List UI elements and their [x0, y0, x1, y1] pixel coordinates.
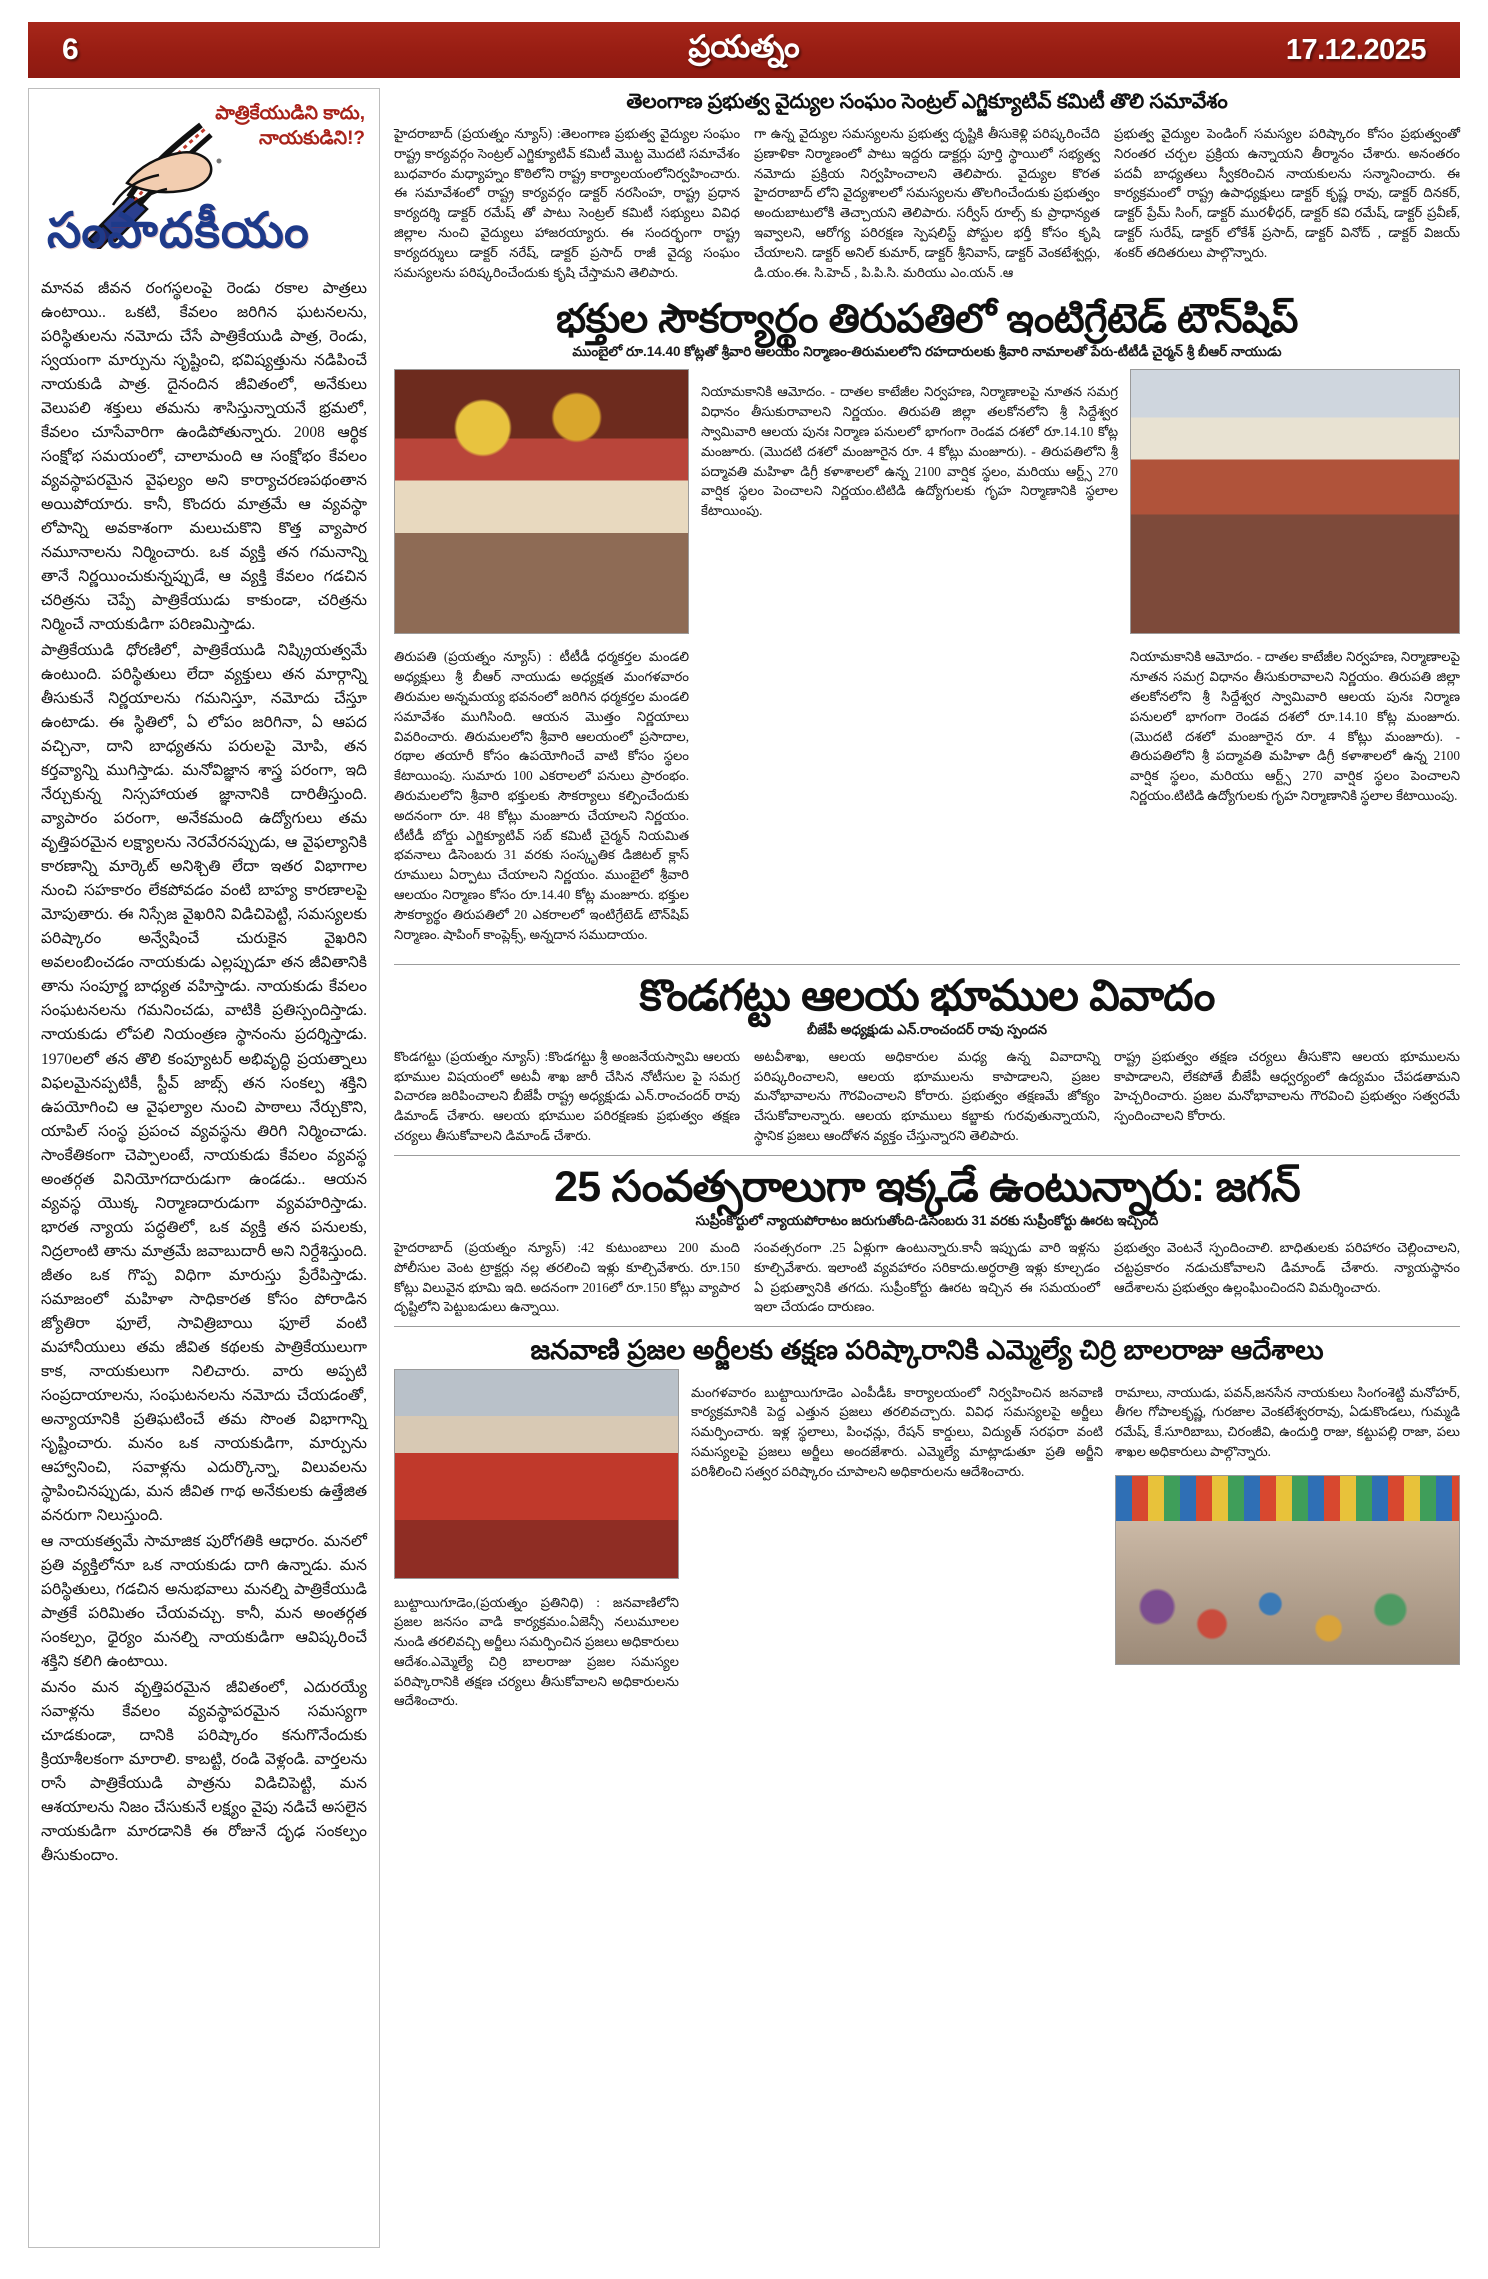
article-text: గా ఉన్న వైద్యుల సమస్యలను ప్రభుత్వ దృష్టికి తీసుకెళ్లి పరిష్కరించేది ప్రణాళికా నిర్మాణంలో పాటు ఇద్దరు డాక్టర్లు పూర్తి స్థాయిలో సభ్యత్వ నమోదు ప్రక్రియ నిర్వహించాలని తెలిపారు. వైద్యుల కొరత హైదరాబాద్ లోని వైద్యశాలలో సమస్యలను తొలగించేందుకు ప్రభుత్వం అందుబాటులోకి తెచ్చాయని తెలిపారు. సర్వీస్ రూల్స్ కు ప్రాధాన్యత ఇవ్వాలని, ఆరోగ్య పరిరక్షణ స్పెషలిస్ట్ పోస్టుల భర్తీ కోసం కృషి చేయాలని. డాక్టర్ అనిల్ కుమార్, డాక్టర్ శ్రీనివాస్, డాక్టర్ వెంకటేశ్వర్లు, డి.యం.ఈ. సి.హెచ్ , పి.పి.సి. మరియు ఎం.యన్ .ఆ	[754, 126, 1100, 280]
article-subheadline: ముంబైలో రూ.14.40 కోట్లతో శ్రీవారి ఆలయం నిర్మాణం-తిరుమలలోని రహదారులకు శ్రీవారి నామాలతో పేరు-టీటీడీ చైర్మన్ శ్రీ బీఆర్ నాయుడు	[572, 344, 1282, 360]
janavani-reception-desk-photo	[394, 1369, 679, 1579]
article-photo-text-row	[394, 1369, 1460, 1724]
article-headline: 25 సంవత్సరాలుగా ఇక్కడే ఉంటున్నారు: జగన్	[554, 1162, 1300, 1211]
paper-title: ప్రయత్నం	[688, 28, 800, 64]
article-text: ప్రభుత్వం వెంటనే స్పందించాలి. బాధితులకు పరిహారం చెల్లించాలని, చట్టప్రకారం నడుచుకోవాలని డిమాండ్ చేశారు. న్యాయస్థానం ఆదేశాలను ప్రభుత్వం ఉల్లంఘించిందని విమర్శించారు.	[1114, 1240, 1460, 1295]
article-column	[1114, 124, 1460, 285]
article-headline: భక్తుల సౌకర్యార్థం తిరుపతిలో ఇంటిగ్రేటెడ్ టౌన్‌షిప్	[556, 297, 1298, 342]
temple-priests-photo	[394, 369, 689, 634]
article-columns	[394, 1047, 1460, 1149]
article-columns	[394, 124, 1460, 285]
article-column	[1114, 1238, 1460, 1320]
page-header-banner	[28, 22, 1460, 78]
article-doctors-meeting	[394, 88, 1460, 285]
news-column	[380, 88, 1460, 2248]
article-text: రాష్ట్ర ప్రభుత్వం తక్షణ చర్యలు తీసుకొని ఆలయ భూములను కాపాడాలని, లేకపోతే బీజేపీ ఆధ్వర్యంలో ఉద్యమం చేపడతామని హెచ్చరించారు. ప్రజల మనోభావాలను గౌరవించి ప్రభుత్వం సత్వరమే స్పందించాలని కోరారు.	[1114, 1048, 1460, 1124]
editorial-tagline	[215, 101, 365, 151]
article-text: నియామకానికి ఆమోదం. - దాతల కాటేజీల నిర్వహణ, నిర్మాణాలపై నూతన సమగ్ర విధానం తీసుకురావాలని నిర్ణయం. తిరుపతి జిల్లా తలకోనలోని శ్రీ సిద్దేశ్వర స్వామివారి ఆలయ పునః నిర్మాణ పనులలో భాగంగా రెండవ దశలో రూ.14.10 కోట్ల మంజూరు. (మొదటి దశలో మంజూరైన రూ. 4 కోట్లు మంజూరు). - తిరుపతిలోని శ్రీ పద్మావతి మహిళా డిగ్రీ కళాశాలలో ఉన్న 2100 వార్షిక స్థలం, మరియు ఆర్ట్స్ 270 వార్షిక స్థలం పెంచాలని నిర్ణయం.టిటిడి ఉద్యోగులకు గృహ నిర్మాణానికి స్థలాల కేటాయింపు.	[1130, 649, 1460, 803]
editorial-tagline-line1: పాత్రికేయుడిని కాదు,	[215, 103, 365, 124]
editorial-paragraph: మనం మన వృత్తిపరమైన జీవితంలో, ఎదురయ్యే సవాళ్లను కేవలం వ్యవస్థాపరమైన సమస్యగా చూడకుండా, దానికి పరిష్కారం కనుగొనేందుకు క్రియాశీలకంగా మారాలి. కాబట్టి, రండి వెళ్లండి. వార్తలను రాసే పాత్రికేయుడి పాత్రను విడిచిపెట్టి, మన ఆశయాలను నిజం చేసుకునే లక్ష్యం వైపు నడిచే అసలైన నాయకుడిగా మారడానికి ఈ రోజునే దృఢ సంకల్పం తీసుకుందాం.	[41, 1678, 367, 1865]
article-column	[754, 1047, 1100, 1149]
section-divider	[394, 964, 1460, 965]
article-text: బుట్టాయిగూడెం,(ప్రయత్నం ప్రతినిధి) : జనవాణిలోని ప్రజల జనసం వాడి కార్యక్రమం.ఏజెన్సీ నలుమూలల నుండి తరలివచ్చి అర్జీలు సమర్పించిన ప్రజలు అధికారులు ఆదేశం.ఎమ్మెల్యే చిర్రి బాలరాజు ప్రజల సమస్యల పరిష్కారానికి తక్షణ చర్యలు తీసుకోవాలని అధికారులను ఆదేశించారు.	[394, 1594, 679, 1709]
editorial-paragraph: పాత్రికేయుడి ధోరణిలో, పాత్రికేయుడి నిష్క్రియత్వమే ఉంటుంది. పరిస్థితులు లేదా వ్యక్తులు తన మార్గాన్ని తీసుకునే నిర్ణయాలను గమనిస్తూ, నమోదు చేస్తూ ఉంటాడు. ఈ స్థితిలో, ఏ లోపం జరిగినా, ఏ ఆపద వచ్చినా, దాని బాధ్యతను పరులపై మోపి, తన కర్తవ్యాన్ని ముగిస్తాడు. మనోవిజ్ఞాన శాస్త్ర పరంగా, ఇది నేర్చుకున్న నిస్సహాయత జ్ఞానానికి దారితీస్తుంది. వ్యాపారం పరంగా, అనేకమంది ఉద్యోగులు తమ వృత్తిపరమైన లక్ష్యాలను నెరవేరనప్పుడు, ఆ వైఫల్యానికి కారణాన్ని మార్కెట్ అనిశ్చితి లేదా ఇతర విభాగాల నుంచి సహకారం లేకపోవడం వంటి బాహ్య కారణాలపై మోపుతారు. ఈ నిస్సేజ వైఖరిని విడిచిపెట్టి, సమస్యలకు పరిష్కారం అన్వేషించే చురుకైన వైఖరిని అవలంబించడం నాయకుడు ఎల్లప్పుడూ తన జీవితానికి తాను సంపూర్ణ బాధ్యత వహిస్తాడు. నాయకుడు కేవలం సంఘటనలను గమనించడు, వాటికి ప్రతిస్పందిస్తాడు. నాయకుడు లోపలి నియంత్రణ స్థానంను ప్రదర్శిస్తాడు. 1970లలో తన తొలి కంప్యూటర్ అభివృద్ధి ప్రయత్నాలు విఫలమైనప్పటికీ, స్టీవ్ జాబ్స్ తన సంకల్ప శక్తిని ఉపయోగించి ఆ వైఫల్యాల నుంచి పాఠాలు నేర్చుకొని, యాపిల్ సంస్థ ప్రపంచ వ్యవస్థను తిరిగి నిర్మించాడు. సాంకేతికంగా చెప్పాలంటే, నాయకుడు కేవలం వ్యవస్థ అంతర్గత వినియోగదారుడుగా ఉండడు.. ఆయన వ్యవస్థ యొక్క నిర్మాణదారుడుగా వ్యవహరిస్తాడు. భారత న్యాయ పద్ధతిలో, ఒక వ్యక్తి తన పనులకు, నిద్రలాంటి తాను మాత్రమే జవాబుదారీ అని నిర్దేశిస్తుంది. జీతం ఒక గొప్ప విధిగా మారుస్తు ప్రేరేపిస్తాడు. సమాజంలో మహిళా సాధికారత కోసం పోరాడిన జ్యోతిరా ఫూలే, సావిత్రిబాయి ఫూలే వంటి మహానీయులు తమ జీవిత కథలకు పాత్రికేయులుగా కాక, నాయకులుగా నిలిచారు. వారు అప్పటి సంప్రదాయాలను, సంఘటనలను నమోదు చేయడంతో, అన్యాయానికి ప్రతిఘటించే తమ సొంత విభాగాన్ని సృష్టించారు. మనం ఒక నాయకుడిగా, మార్పును ఆహ్వానించి, సవాళ్లను ఎదుర్కొన్నా, విలువలను స్థాపించినప్పుడు, మన జీవిత గాథ అనేకులకు ఉత్తేజిత వనరుగా నిలుస్తుంది.	[41, 642, 367, 1524]
issue-date: 17.12.2025	[1285, 33, 1426, 66]
editorial-tagline-line2: నాయకుడిని!?	[259, 128, 365, 150]
photo-right-wrap	[1115, 1369, 1460, 1724]
article-text: హైదరాబాద్ (ప్రయత్నం న్యూస్) :42 కుటుంబాలు 200 మంది పోలీసుల వెంట ట్రాక్టర్లు నల్ల తరలించి ఇళ్లు కూల్చివేశారు. రూ.150 కోట్లు విలువైన భూమి ఇది. అదనంగా 2016లో రూ.150 కోట్లు వ్యాపార దృష్టిలోని పెట్టుబడులు ఉన్నాయి.	[394, 1240, 740, 1315]
article-text: తిరుపతి (ప్రయత్నం న్యూస్) : టీటీడీ ధర్మకర్తల మండలి అధ్యక్షులు శ్రీ బీఆర్ నాయుడు అధ్యక్షత మంగళవారం తిరుమల అన్నమయ్య భవనంలో జరిగిన ధర్మకర్తల మండలి సమావేశం ముగిసింది. ఆయన మొత్తం నిర్ణయాలు వివరించారు. తిరుమలలోని శ్రీవారి ఆలయంలో ప్రసాదాల, రథాల తయారీ కోసం ఉపయోగించే వాటి కోసం స్థలం కేటాయింపు. సుమారు 100 ఎకరాలలో పనులు ప్రారంభం. తిరుమలలోని శ్రీవారి భక్తులకు సౌకర్యాలు కల్పించేందుకు అదనంగా రూ. 48 కోట్లు మంజూరు చేయాలని నిర్ణయం. టీటీడీ బోర్డు ఎగ్జిక్యూటివ్ సబ్ కమిటీ చైర్మన్ నియమిత భవనాలు డిసెంబరు 31 వరకు సంస్కృతిక డిజిటల్ క్లాస్ రూములు ఏర్పాటు చేయాలని నిర్ణయం. ముంబైలో శ్రీవారి ఆలయం నిర్మాణం కోసం రూ.14.40 కోట్ల మంజూరు. భక్తుల సౌకర్యార్థం తిరుపతిలో 20 ఎకరాలలో ఇంటిగ్రేటెడ్ టౌన్‌షిప్ నిర్మాణం. షాపింగ్ కాంప్లెక్స్, అన్నదాన సముదాయం.	[394, 649, 689, 942]
article-text: నియామకానికి ఆమోదం. - దాతల కాటేజీల నిర్వహణ, నిర్మాణాలపై నూతన సమగ్ర విధానం తీసుకురావాలని నిర్ణయం. తిరుపతి జిల్లా తలకోనలోని శ్రీ సిద్దేశ్వర స్వామివారి ఆలయ పునః నిర్మాణ పనులలో భాగంగా రెండవ దశలో రూ.14.10 కోట్ల మంజూరు. (మొదటి దశలో మంజూరైన రూ. 4 కోట్లు మంజూరు). - తిరుపతిలోని శ్రీ పద్మావతి మహిళా డిగ్రీ కళాశాలలో ఉన్న 2100 వార్షిక స్థలం, మరియు ఆర్ట్స్ 270 వార్షిక స్థలం పెంచాలని నిర్ణయం.టిటిడి ఉద్యోగులకు గృహ నిర్మాణానికి స్థలాల కేటాయింపు.	[701, 384, 1118, 519]
page-number: 6	[62, 33, 80, 66]
editorial-masthead	[41, 95, 367, 273]
editorial-paragraph: ఆ నాయకత్వమే సామాజిక పురోగతికి ఆధారం. మనలో ప్రతి వ్యక్తిలోనూ ఒక నాయకుడు దాగి ఉన్నాడు. మన పరిస్థితులు, గడచిన అనుభవాలు మనల్ని పాత్రికేయుడి పాత్రకే పరిమితం చేయవచ్చు. కానీ, మన అంతర్గత సంకల్పం, ధైర్యం మనల్ని నాయకుడిగా ఆవిష్కరించే శక్తిని కలిగి ఉంటాయి.	[41, 1532, 367, 1670]
editorial-body	[41, 273, 367, 1868]
article-column	[754, 124, 1100, 285]
article-column	[394, 1238, 740, 1320]
page-body	[28, 88, 1460, 2248]
article-column	[754, 1238, 1100, 1320]
article-headline: కొండగట్టు ఆలయ భూముల వివాదం	[639, 971, 1215, 1020]
article-subheadline: సుప్రీంకోర్టులో న్యాయపోరాటం జరుగుతోంది-డిసెంబరు 31 వరకు సుప్రీంకోర్టు ఊరట ఇచ్చింది	[695, 1213, 1159, 1229]
photo-left-wrap	[394, 369, 689, 957]
article-jagan-25-years	[394, 1160, 1460, 1320]
article-text: కొండగట్టు (ప్రయత్నం న్యూస్) :కొండగట్టు శ్రీ అంజనేయస్వామి ఆలయ భూముల విషయంలో అటవీ శాఖ జారీ చేసిన నోటీసుల పై సమగ్ర విచారణ జరిపించాలని బీజేపీ రాష్ట్ర అధ్యక్షుడు ఎన్.రాంచందర్ రావు డిమాండ్ చేశారు. ఆలయ భూముల పరిరక్షణకు ప్రభుత్వం తక్షణ చర్యలు తీసుకోవాలని డిమాండ్ చేశారు.	[394, 1048, 740, 1143]
article-text: ప్రభుత్వ వైద్యుల పెండింగ్ సమస్యల పరిష్కారం కోసం ప్రభుత్వంతో నిరంతర చర్చల ప్రక్రియ ఉన్నాయని తీర్మానం చేశారు. అనంతరం పదవీ బాధ్యతలు స్వీకరించిన నాయకులను సన్మానించారు. ఈ కార్యక్రమంలో రాష్ట్ర ఉపాధ్యక్షులు డాక్టర్ కృష్ణ రావు, డాక్టర్ దినకర్, డాక్టర్ ప్రేమ్ సింగ్, డాక్టర్ మురళీధర్, డాక్టర్ కవి రమేష్, డాక్టర్ ప్రవీణ్, డాక్టర్ సురేష్, డాక్టర్ లోకేశ్ ప్రసాద్, డాక్టర్ వినోద్ , డాక్టర్ విజయ్ శంకర్ తదితరులు పాల్గొన్నారు.	[1114, 126, 1460, 260]
article-text: అటవీశాఖ, ఆలయ అధికారుల మధ్య ఉన్న వివాదాన్ని పరిష్కరించాలని, ఆలయ భూములను కాపాడాలని, ప్రజల మనోభావాలను గౌరవించాలని కోరారు. ప్రభుత్వం తక్షణమే జోక్యం చేసుకోవాలన్నారు. ఆలయ భూములు కబ్జాకు గురవుతున్నాయని, స్థానిక ప్రజలు ఆందోళన వ్యక్తం చేస్తున్నారని తెలిపారు.	[754, 1048, 1100, 1143]
article-mid-column	[701, 369, 1118, 957]
article-mid-column	[691, 1369, 1103, 1724]
editorial-paragraph: మానవ జీవన రంగస్థలంపై రెండు రకాల పాత్రలు ఉంటాయి.. ఒకటి, కేవలం జరిగిన ఘటనలను, పరిస్థితులను నమోదు చేసే పాత్రికేయుడి పాత్ర, రెండు, స్వయంగా మార్పును సృష్టించి, భవిష్యత్తును నడిపించే నాయకుడి పాత్ర. దైనందిన జీవితంలో, అనేకులు వెలుపలి శక్తులు తమను శాసిస్తున్నాయనే భ్రమలో, కేవలం చూసేవారిగా ఉండిపోతున్నారు. 2008 ఆర్థిక సంక్షోభ సమయంలో, చాలామంది ఆ సంక్షోభం కేవలం వ్యవస్థాపరమైన వైఫల్యం అని కార్యాచరణపథంతాన అయిపోయారు. కానీ, కొందరు మాత్రమే ఆ వ్యవస్థా లోపాన్ని అవకాశంగా మలుచుకొని కొత్త వ్యాపార నమూనాలను నిర్మించారు. ఒక వ్యక్తి తన గమనాన్ని తానే నిర్ణయించుకున్నప్పుడే, ఆ వ్యక్తి కేవలం గడచిన చరిత్రను చెప్పే పాత్రికేయుడు కాకుండా, చరిత్రను నిర్మించే నాయకుడిగా పరిణమిస్తాడు.	[41, 280, 367, 634]
photo-right-wrap	[1130, 369, 1460, 957]
article-text: మంగళవారం బుట్టాయిగూడెం ఎంపీడీఓ కార్యాలయంలో నిర్వహించిన జనవాణి కార్యక్రమానికి పెద్ద ఎత్తున ప్రజలు తరలివచ్చారు. వివిధ సమస్యలపై అర్జీలు సమర్పించారు. ఇళ్ల స్థలాలు, పింఛన్లు, రేషన్ కార్డులు, విద్యుత్ సరఫరా వంటి సమస్యలపై ప్రజలు అర్జీలు అందజేశారు. ఎమ్మెల్యే మాట్లాడుతూ ప్రతి అర్జీని పరిశీలించి సత్వర పరిష్కారం చూపాలని అధికారులను ఆదేశించారు.	[691, 1384, 1103, 1479]
section-divider	[394, 1155, 1460, 1156]
article-headline: జనవాణి ప్రజల అర్జీలకు తక్షణ పరిష్కారానికి ఎమ్మెల్యే చిర్రి బాలరాజు ఆదేశాలు	[530, 1335, 1324, 1366]
article-columns	[394, 1238, 1460, 1320]
janavani-public-gathering-photo	[1115, 1475, 1460, 1665]
article-headline: తెలంగాణ ప్రభుత్వ వైద్యుల సంఘం సెంట్రల్ ఎగ్జిక్యూటివ్ కమిటీ తొలి సమావేశం	[626, 90, 1228, 113]
article-subheadline: బీజేపీ అధ్యక్షుడు ఎన్.రాంచందర్ రావు స్పందన	[806, 1021, 1048, 1037]
ttd-board-meeting-photo	[1130, 369, 1460, 634]
article-tirupati-township	[394, 291, 1460, 957]
editorial-logo-word: సంపాదకీయం	[47, 204, 310, 258]
article-kondagattu-land-dispute	[394, 969, 1460, 1149]
article-column	[394, 1047, 740, 1149]
article-column	[394, 124, 740, 285]
article-text: హైదరాబాద్ (ప్రయత్నం న్యూస్) :తెలంగాణ ప్రభుత్వ వైద్యుల సంఘం రాష్ట్ర కార్యవర్గం సెంట్రల్ ఎగ్జిక్యూటివ్ కమిటీ మొట్ట మొదటి సమావేశం బుధవారం మధ్యాహ్నం కొఠిలోని రాష్ట్ర కార్యాలయంలోనిర్వహించారు. ఈ సమావేశంలో రాష్ట్ర కార్యవర్గం డాక్టర్ నరసింహ, రాష్ట్ర ప్రధాన కార్యదర్శి డాక్టర్ రమేష్ తో పాటు సెంట్రల్ కమిటీ సభ్యులు వివిధ జిల్లాల నుంచి వైద్యులు హాజరయ్యారు. ఈ సందర్భంగా రాష్ట్ర కార్యదర్శులు డాక్టర్ నరేష్, డాక్టర్ ప్రసాద్ రాజీ వైద్య సంఘం సమస్యలను పరిష్కరించేందుకు కృషి చేస్తామని తెలిపారు.	[394, 126, 740, 280]
article-photo-text-row	[394, 369, 1460, 957]
section-divider	[394, 1326, 1460, 1327]
article-column	[1114, 1047, 1460, 1149]
photo-left-wrap	[394, 1369, 679, 1724]
article-text: సంవత్సరంగా .25 ఏళ్లుగా ఉంటున్నారు.కానీ ఇప్పుడు వారి ఇళ్లను కూల్చివేశారు. ఇలాంటి వ్యవహారం సరికాదు.అర్ధరాత్రి ఇళ్లు కూల్చడం ఏ ప్రభుత్వానికి తగదు. సుప్రీంకోర్టు ఊరట ఇచ్చిన ఈ సమయంలో ఇలా చేయడం దారుణం.	[754, 1240, 1100, 1315]
editorial-column	[28, 88, 380, 2248]
article-janavani-petitions	[394, 1331, 1460, 1724]
article-text: రామాలు, నాయుడు, పవన్,జనసేన నాయకులు సింగంశెట్టి మనోహర్, తీగల గోపాలకృష్ణ, గురజాల వెంకటేశ్వరరావు, ఏడుకొండలు, గుమ్మడి రమేష్, కే.సూరిబాబు, చిరంజీవి, ఉందుర్తి రాజు, కట్టుపల్లి రాజా, పలు శాఖల అధికారులు పాల్గొన్నారు.	[1115, 1384, 1460, 1459]
